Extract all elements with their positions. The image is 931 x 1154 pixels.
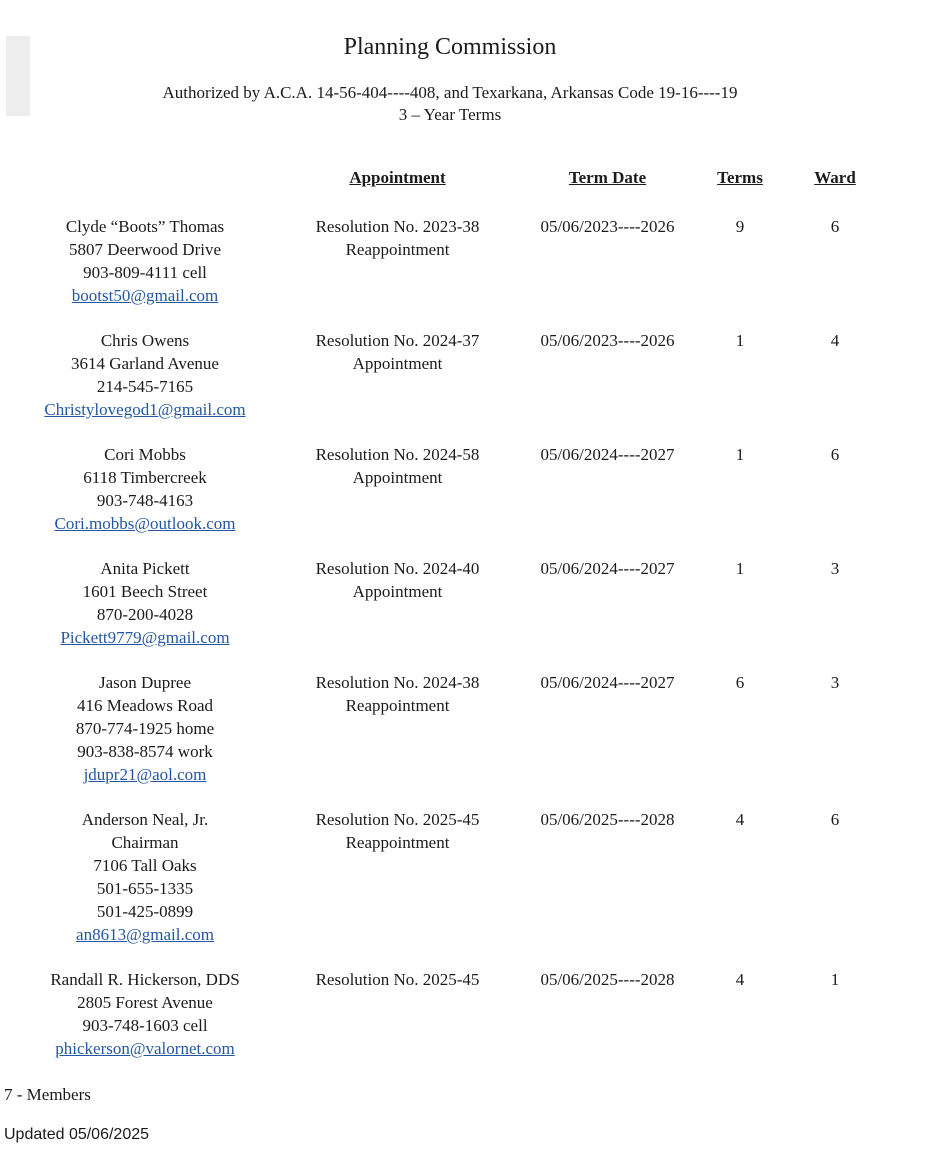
- terms-cell: 4: [735, 970, 745, 989]
- member-row-chris-owens: [0, 329, 900, 421]
- member-address: 2805 Forest Avenue: [77, 993, 213, 1012]
- member-info: [0, 329, 290, 421]
- terms-cell: 4: [735, 810, 745, 829]
- member-row-jason-dupree: [0, 671, 900, 786]
- ward-cell: 6: [830, 217, 840, 236]
- appointment-cell: [290, 329, 505, 421]
- appointment-resolution: Resolution No. 2024-58: [315, 445, 480, 464]
- member-phone: 903-748-4163: [96, 491, 194, 510]
- member-row-randall-hickerson: [0, 968, 900, 1060]
- terms-cell: 1: [735, 331, 745, 350]
- member-phone: 501-655-1335: [96, 879, 194, 898]
- member-email-link[interactable]: bootst50@gmail.com: [71, 286, 219, 305]
- terms-cell: 9: [735, 217, 745, 236]
- member-name: Randall R. Hickerson, DDS: [50, 970, 240, 989]
- terms-cell: 6: [735, 673, 745, 692]
- term-date-cell: 05/06/2023----2026: [540, 331, 675, 350]
- member-name: Chris Owens: [100, 331, 190, 350]
- appointment-resolution: Resolution No. 2024-40: [315, 559, 480, 578]
- term-date-cell: 05/06/2025----2028: [540, 810, 675, 829]
- subtitle-term-length: 3 – Year Terms: [398, 105, 502, 124]
- header-ward: Ward: [814, 168, 856, 187]
- member-name: Clyde “Boots” Thomas: [65, 217, 225, 236]
- member-row-anita-pickett: [0, 557, 900, 649]
- term-date-cell: 05/06/2024----2027: [540, 673, 675, 692]
- member-count: 7 - Members: [4, 1085, 91, 1104]
- ward-cell: 3: [830, 559, 840, 578]
- appointment-cell: [290, 215, 505, 307]
- appointment-type: Reappointment: [345, 696, 450, 715]
- appointment-cell: [290, 443, 505, 535]
- member-email-link[interactable]: Cori.mobbs@outlook.com: [54, 514, 236, 533]
- member-row-anderson-neal: [0, 808, 900, 946]
- ward-cell: 4: [830, 331, 840, 350]
- member-name: Anderson Neal, Jr.: [81, 810, 209, 829]
- header-appointment: Appointment: [349, 168, 446, 187]
- member-phone: 214-545-7165: [96, 377, 194, 396]
- table-header-row: [0, 166, 900, 189]
- appointment-type: Reappointment: [345, 833, 450, 852]
- member-phone: 870-200-4028: [96, 605, 194, 624]
- member-name: Jason Dupree: [98, 673, 192, 692]
- appointment-type: Appointment: [352, 582, 443, 601]
- member-phone-work: 903-838-8574 work: [77, 742, 213, 761]
- member-info: [0, 443, 290, 535]
- appointment-cell: [290, 968, 505, 1060]
- member-info: [0, 808, 290, 946]
- member-role: Chairman: [111, 833, 179, 852]
- term-date-cell: 05/06/2024----2027: [540, 445, 675, 464]
- member-email-link[interactable]: phickerson@valornet.com: [55, 1039, 235, 1058]
- page-title: Planning Commission: [343, 34, 557, 60]
- member-email-link[interactable]: Pickett9779@gmail.com: [60, 628, 230, 647]
- appointment-resolution: Resolution No. 2023-38: [315, 217, 480, 236]
- member-row-cori-mobbs: [0, 443, 900, 535]
- appointment-type: Appointment: [352, 468, 443, 487]
- appointment-resolution: Resolution No. 2025-45: [315, 810, 480, 829]
- member-address: 416 Meadows Road: [77, 696, 213, 715]
- terms-cell: 1: [735, 559, 745, 578]
- ward-cell: 6: [830, 810, 840, 829]
- member-row-clyde-thomas: [0, 215, 900, 307]
- member-name: Anita Pickett: [100, 559, 190, 578]
- term-date-cell: 05/06/2024----2027: [540, 559, 675, 578]
- subtitle-authorization: Authorized by A.C.A. 14-56-404----408, and Texarkana, Arkansas Code 19-16----19: [162, 83, 738, 102]
- member-phone: 903-748-1603 cell: [82, 1016, 208, 1035]
- term-date-cell: 05/06/2025----2028: [540, 970, 675, 989]
- appointment-cell: [290, 808, 505, 946]
- appointment-cell: [290, 671, 505, 786]
- member-address: 1601 Beech Street: [82, 582, 208, 601]
- term-date-cell: 05/06/2023----2026: [540, 217, 675, 236]
- header-terms: Terms: [717, 168, 763, 187]
- member-name: Cori Mobbs: [104, 445, 186, 464]
- scan-artifact: [6, 36, 30, 116]
- member-info: [0, 557, 290, 649]
- updated-date: Updated 05/06/2025: [4, 1126, 150, 1143]
- header-member-spacer: [0, 166, 290, 189]
- member-phone: 903-809-4111 cell: [83, 263, 207, 282]
- ward-cell: 3: [830, 673, 840, 692]
- appointment-type: Reappointment: [345, 240, 450, 259]
- member-phone-home: 870-774-1925 home: [75, 719, 215, 738]
- member-phone-alt: 501-425-0899: [96, 902, 194, 921]
- member-address: 6118 Timbercreek: [83, 468, 207, 487]
- member-address: 5807 Deerwood Drive: [68, 240, 221, 259]
- member-list: [0, 215, 900, 1060]
- member-email-link[interactable]: jdupr21@aol.com: [83, 765, 207, 784]
- member-address: 3614 Garland Avenue: [71, 354, 219, 373]
- ward-cell: 1: [830, 970, 840, 989]
- appointment-type: Appointment: [352, 354, 443, 373]
- member-info: [0, 968, 290, 1060]
- ward-cell: 6: [830, 445, 840, 464]
- appointment-resolution: Resolution No. 2024-37: [315, 331, 480, 350]
- terms-cell: 1: [735, 445, 745, 464]
- member-address: 7106 Tall Oaks: [93, 856, 197, 875]
- appointment-resolution: Resolution No. 2024-38: [315, 673, 480, 692]
- member-email-link[interactable]: an8613@gmail.com: [76, 925, 214, 944]
- appointment-resolution: Resolution No. 2025-45: [315, 970, 480, 989]
- document-subtitle: [0, 82, 900, 126]
- appointment-cell: [290, 557, 505, 649]
- member-info: [0, 215, 290, 307]
- header-term-date: Term Date: [568, 168, 647, 187]
- member-info: [0, 671, 290, 786]
- member-email-link[interactable]: Christylovegod1@gmail.com: [44, 400, 246, 419]
